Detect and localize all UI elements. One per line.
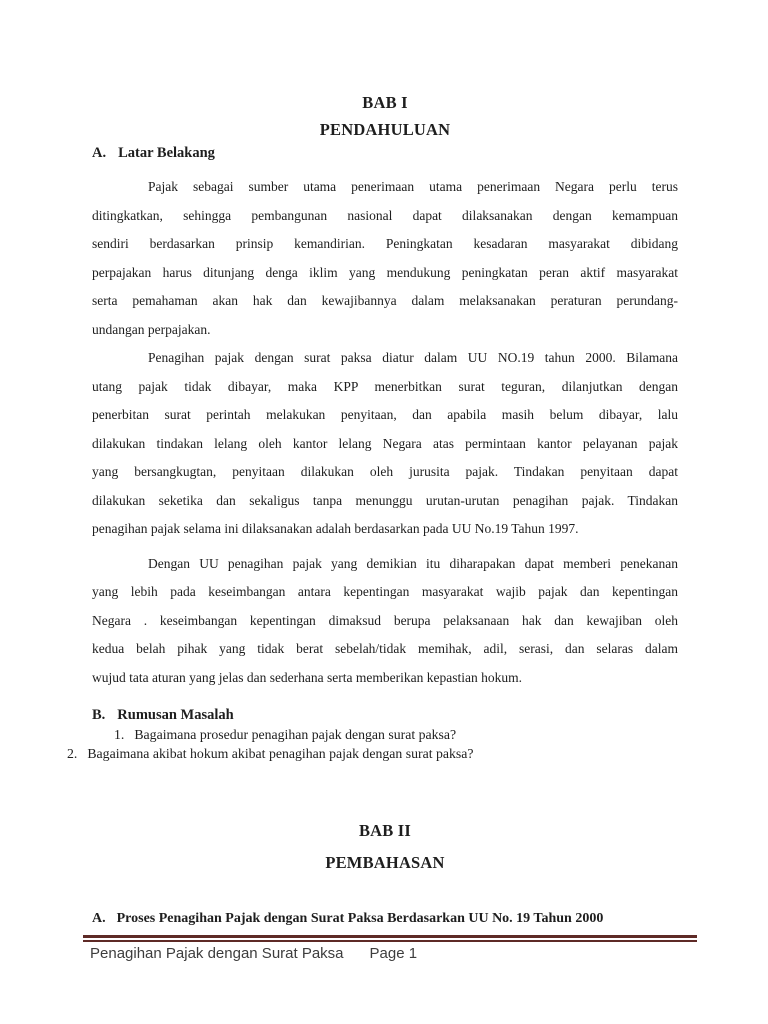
paragraph-line: Penagihan pajak dengan surat paksa diatur dalam UU NO.19 tahun 2000. Bilamana (148, 350, 678, 365)
paragraph-line: penerbitan surat perintah melakukan penyitaan, dan apabila masih belum dibayar, lalu (92, 407, 678, 422)
paragraph-line: Negara . keseimbangan kepentingan dimaksud berupa pelaksanaan hak dan kewajiban oleh (92, 612, 678, 628)
paragraph-line: utang pajak tidak dibayar, maka KPP menerbitkan surat teguran, dilanjutkan dengan (92, 378, 678, 394)
paragraph-line: wujud tata aturan yang jelas dan sederhana serta memberikan kepastian hokum. (92, 669, 522, 685)
paragraph-line: dilakukan seketika dan sekaligus tanpa menunggu urutan-urutan penagihan pajak. Tindakan (92, 492, 678, 508)
document-content (67, 93, 678, 928)
paragraph-line: undangan perpajakan. (92, 321, 211, 337)
chapter1-subtitle: PENDAHULUAN (319, 120, 451, 139)
footer-page-number: Page 1 (369, 945, 418, 962)
chapter2-section-a-label: A. (92, 911, 106, 926)
paragraph-1 (92, 173, 678, 344)
footer-divider (83, 935, 697, 942)
chapter2-subtitle: PEMBAHASAN (325, 853, 445, 872)
chapter2-title: BAB II (358, 821, 412, 840)
chapter2 (92, 821, 678, 928)
paragraph-line: sendiri berdasarkan prinsip kemandirian. Peningkatan kesadaran masyarakat dibidang (92, 236, 678, 251)
section-a-title: Latar Belakang (118, 145, 215, 161)
section-b-heading (92, 706, 678, 725)
list-item (114, 726, 678, 745)
chapter2-section-a-heading (92, 909, 678, 928)
list-item-text: Bagaimana akibat hokum akibat penagihan pajak dengan surat paksa? (87, 745, 474, 761)
list-item (67, 745, 678, 764)
paragraph-line: ditingkatkan, sehingga pembangunan nasional dapat dilaksanakan dengan kemampuan (92, 207, 678, 223)
paragraph-line: kedua belah pihak yang tidak berat sebelah/tidak memihak, adil, serasi, dan selaras dalam (92, 641, 678, 656)
section-b-label: B. (92, 707, 106, 723)
paragraph-line: perpajakan harus ditunjang denga iklim yang mendukung peningkatan peran aktif masyarakat (92, 264, 678, 280)
section-a-heading (92, 144, 678, 163)
section-a-label: A. (92, 145, 107, 161)
list-item-number: 2. (67, 745, 78, 761)
paragraph-line: Pajak sebagai sumber utama penerimaan utama penerimaan Negara perlu terus (148, 179, 678, 194)
section-b-title: Rumusan Masalah (117, 707, 234, 723)
list-item-text: Bagaimana prosedur penagihan pajak dengan surat paksa? (134, 727, 457, 742)
list-item-number: 1. (114, 727, 125, 742)
page-footer (90, 944, 417, 964)
paragraph-line: dilakukan tindakan lelang oleh kantor lelang Negara atas permintaan kantor pelayanan pajak (92, 435, 678, 451)
paragraph-line: penagihan pajak selama ini dilaksanakan adalah berdasarkan pada UU No.19 Tahun 1997. (92, 521, 579, 536)
chapter1-title: BAB I (362, 93, 408, 112)
paragraph-2 (92, 344, 678, 544)
chapter2-section-a-title: Proses Penagihan Pajak dengan Surat Paksa Berdasarkan UU No. 19 Tahun 2000 (116, 911, 604, 926)
paragraph-3 (92, 550, 678, 693)
paragraph-line: yang lebih pada keseimbangan antara kepentingan masyarakat wajib pajak dan kepentingan (92, 584, 678, 599)
section-b (67, 706, 678, 763)
paragraph-line: Dengan UU penagihan pajak yang demikian itu diharapakan dapat memberi penekanan (148, 555, 678, 571)
footer-doc-title: Penagihan Pajak dengan Surat Paksa (90, 945, 344, 962)
paragraph-line: serta pemahaman akan hak dan kewajibannya dalam melaksanakan peraturan perundang- (92, 293, 678, 308)
paragraph-line: yang bersangkugtan, penyitaan dilakukan oleh jurusita pajak. Tindakan penyitaan dapat (92, 464, 678, 479)
